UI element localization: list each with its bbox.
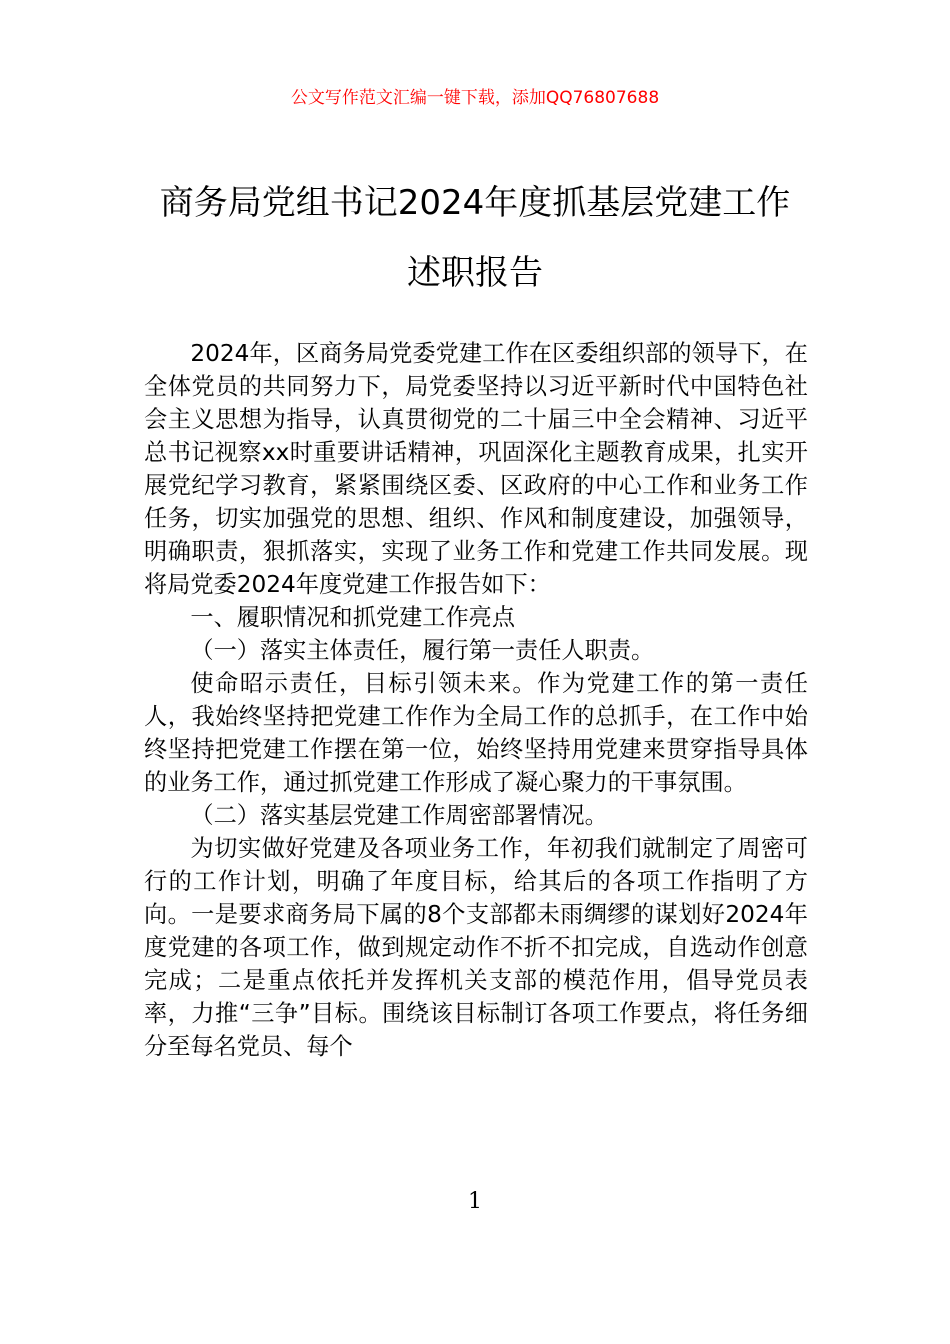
section-heading-1: 一、履职情况和抓党建工作亮点 — [190, 604, 516, 631]
paragraph-deployment: 为切实做好党建及各项业务工作，年初我们就制定了周密可行的工作计划，明确了年度目标，给其后的各项工作指明了方向。一是要求商务局下属的8个支部都未雨绸缪的谋划好2024年度党建的各项工作，做到规定动作不折不扣完成，自选动作创意完成；二是重点依托并发挥机关支部的模范作用，倡导党员表率，力推“三争”目标。围绕该目标制订各项工作要点，将任务细分至每名党员、每个 — [144, 835, 808, 1060]
promo-header: 公文写作范文汇编一键下载，添加QQ76807688 — [290, 88, 660, 108]
document-title — [100, 168, 850, 308]
document-body — [144, 337, 808, 1063]
page-number: 1 — [468, 1189, 482, 1214]
subsection-heading-2: （二）落实基层党建工作周密部署情况。 — [190, 802, 608, 829]
subsection-heading-1: （一）落实主体责任，履行第一责任人职责。 — [190, 637, 655, 664]
title-line-2: 述职报告 — [407, 253, 543, 293]
title-line-1: 商务局党组书记2024年度抓基层党建工作 — [159, 183, 791, 223]
paragraph-intro: 2024年，区商务局党委党建工作在区委组织部的领导下，在全体党员的共同努力下，局党委坚持以习近平新时代中国特色社会主义思想为指导，认真贯彻党的二十届三中全会精神、习近平总书记视察xx时重要讲话精神，巩固深化主题教育成果，扎实开展党纪学习教育，紧紧围绕区委、区政府的中心工作和业务工作任务，切实加强党的思想、组织、作风和制度建设，加强领导，明确职责，狠抓落实，实现了业务工作和党建工作共同发展。现将局党委2024年度党建工作报告如下： — [144, 340, 808, 598]
paragraph-responsibility: 使命昭示责任，目标引领未来。作为党建工作的第一责任人，我始终坚持把党建工作作为全局工作的总抓手，在工作中始终坚持把党建工作摆在第一位，始终坚持用党建来贯穿指导具体的业务工作，通过抓党建工作形成了凝心聚力的干事氛围。 — [144, 670, 808, 796]
